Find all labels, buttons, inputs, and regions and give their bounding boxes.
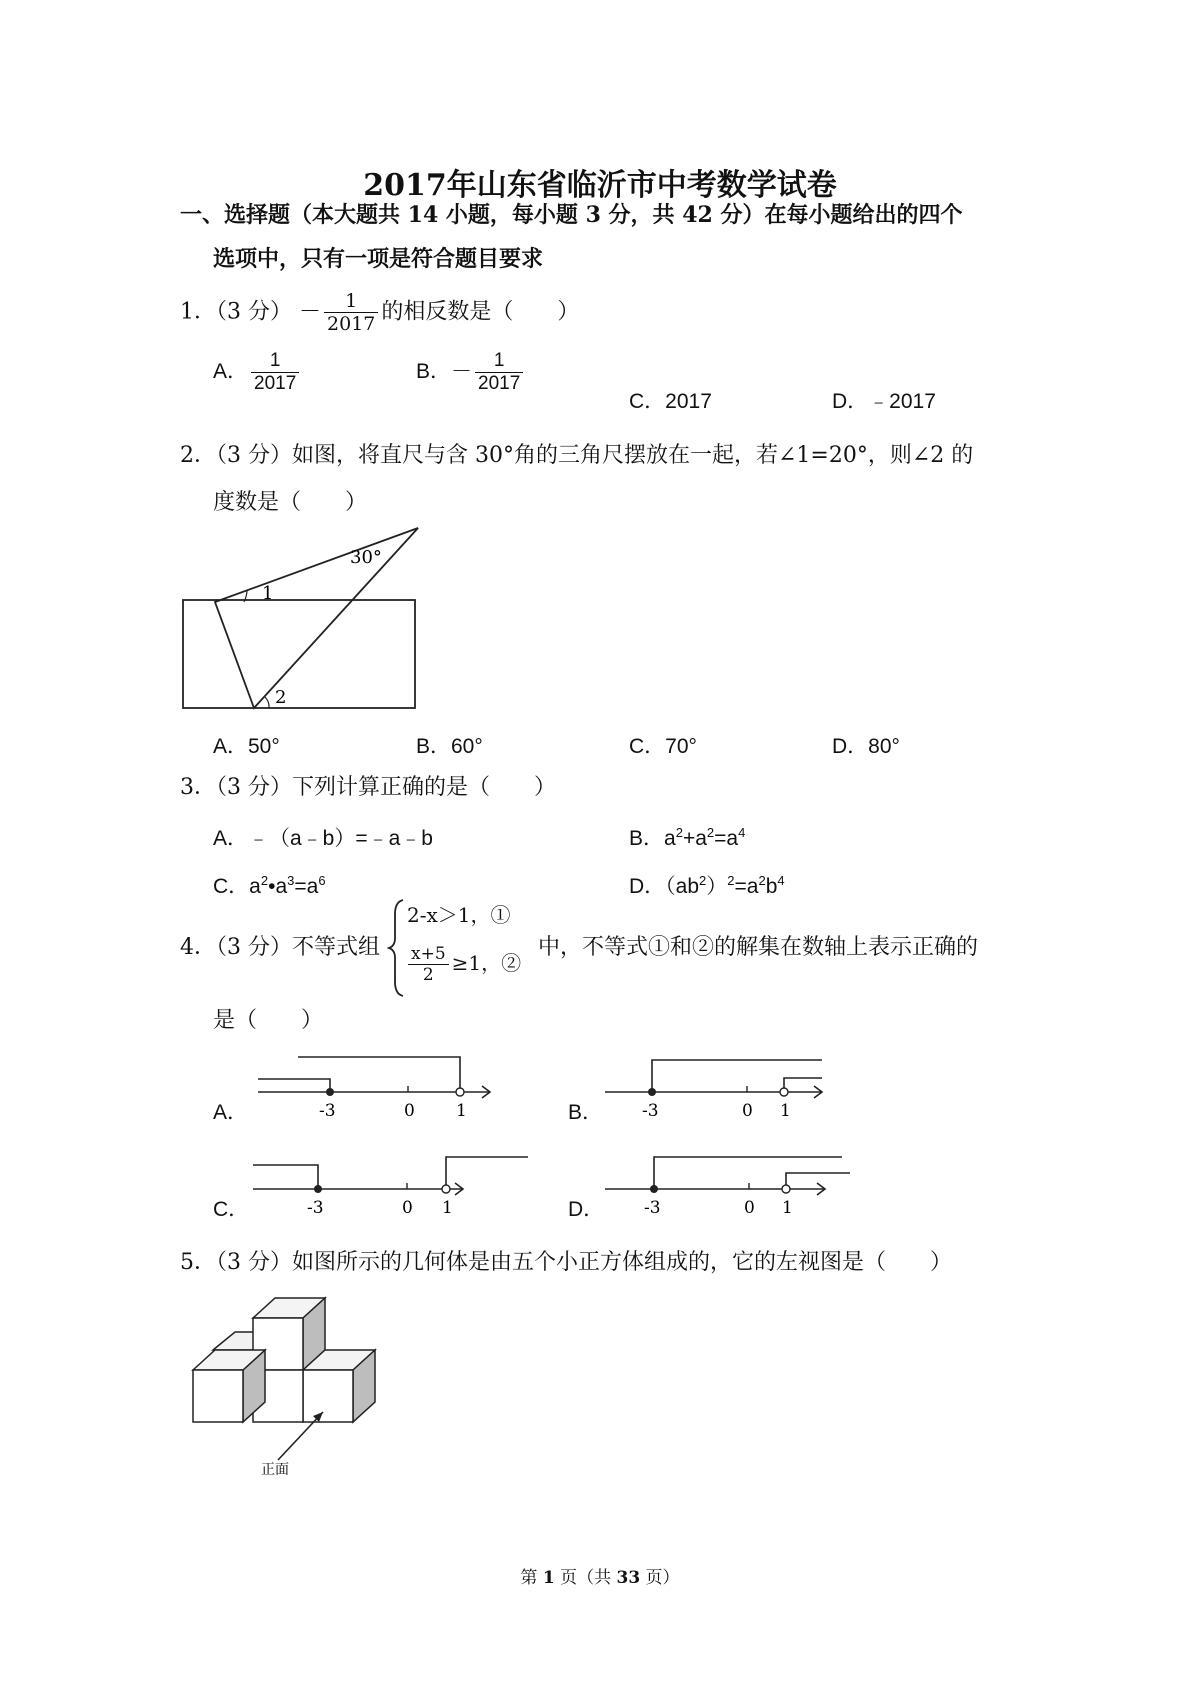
solid-point: [648, 1088, 656, 1096]
q4-option-b-numberline: [600, 1050, 860, 1120]
q2-option-b: B．60°: [416, 735, 483, 758]
tick-label: 0: [744, 1198, 755, 1217]
q4-inequality-1: 2-x＞1，①: [407, 903, 511, 927]
triangle-outline: [215, 528, 418, 708]
solid-point: [650, 1185, 658, 1193]
tick-label: 0: [742, 1101, 753, 1120]
q2-line1: 2．（3 分）如图，将直尺与含 30°角的三角尺摆放在一起，若∠1=20°，则∠2 的: [180, 443, 974, 468]
q3-line: 3．（3 分）下列计算正确的是（ ）: [180, 775, 556, 800]
q4-option-c-numberline: [248, 1147, 538, 1217]
q1-option-a: A． $\frac{1}{2017}$: [213, 350, 302, 395]
section-heading-line1: 一、选择题（本大题共 14 小题，每小题 3 分，共 42 分）在每小题给出的四个: [180, 202, 963, 228]
solid-point: [326, 1088, 334, 1096]
section-heading-line2: 选项中，只有一项是符合题目要求: [213, 246, 544, 272]
angle-1-label: 1: [262, 583, 274, 604]
q4-option-a-numberline: [248, 1050, 508, 1120]
open-point: [442, 1185, 450, 1193]
q5-cubes-figure: [175, 1288, 395, 1478]
tick-label: 0: [402, 1198, 413, 1217]
cube-front-face: [303, 1370, 353, 1422]
q1-fraction: $\frac{1}{2017}$: [324, 290, 378, 335]
q4-lead: 4．（3 分）不等式组: [180, 935, 380, 960]
q1-option-b: B．－ $\frac{1}{2017}$: [416, 350, 526, 395]
q1-neg-sign: －: [299, 299, 322, 325]
q1-option-d: D．﹣2017: [832, 390, 936, 413]
angle-2-label: 2: [275, 687, 287, 708]
q5-line: 5．（3 分）如图所示的几何体是由五个小正方体组成的，它的左视图是（ ）: [180, 1250, 952, 1275]
tick-label: -3: [307, 1198, 324, 1217]
ray-right: [446, 1157, 528, 1189]
q2-line2: 度数是（ ）: [213, 490, 368, 515]
ray-left: [253, 1165, 318, 1189]
q3-option-b: B．$a^2+a^2=a^4$: [629, 825, 746, 850]
tick-label: 0: [404, 1101, 415, 1120]
tick-label: -3: [644, 1198, 661, 1217]
q4-option-a-label: A．: [213, 1101, 249, 1124]
q3-option-a: A．﹣（a﹣b）=﹣a﹣b: [213, 827, 433, 850]
tick-label: 1: [442, 1198, 453, 1217]
ray-left: [258, 1079, 330, 1092]
q3-option-d: D．$(ab^2)^2=a^2b^4$: [629, 873, 785, 898]
solid-point: [314, 1185, 322, 1193]
q4-option-c-label: C．: [213, 1198, 250, 1221]
open-point: [456, 1088, 464, 1096]
q4-option-d-label: D．: [568, 1198, 605, 1221]
front-label: 正面: [261, 1462, 289, 1478]
q4-inequality-2: $\frac{x+5}{2}$ ≥1，②: [405, 944, 521, 985]
tick-label: 1: [456, 1101, 467, 1120]
q3-option-c: C．$a^2•a^3=a^6$: [213, 873, 326, 898]
page-footer: 第 1 页（共 33 页）: [520, 1568, 680, 1588]
question-1: [180, 290, 579, 335]
bracket-middle: [298, 1057, 460, 1092]
q4-option-d-numberline: [600, 1147, 860, 1217]
open-point: [780, 1088, 788, 1096]
ruler-rectangle: [183, 600, 415, 708]
q2-option-c: C．70°: [629, 735, 697, 758]
q4-brace: [387, 898, 407, 998]
tick-label: -3: [319, 1101, 336, 1120]
ray-upper: [652, 1060, 822, 1092]
tick-label: 1: [782, 1198, 793, 1217]
q4-tail: 中，不等式①和②的解集在数轴上表示正确的: [538, 935, 979, 960]
q2-option-d: D．80°: [832, 735, 900, 758]
angle-30-label: 30°: [350, 547, 382, 568]
q4-option-b-label: B．: [568, 1101, 604, 1124]
q2-ruler-triangle-figure: [175, 525, 435, 715]
q1-option-c: C．2017: [629, 390, 712, 413]
q2-option-a: A．50°: [213, 735, 280, 758]
q1-number: 1．（3 分）: [180, 299, 292, 325]
open-point: [782, 1185, 790, 1193]
tick-label: 1: [780, 1101, 791, 1120]
cube-front-face: [193, 1370, 243, 1422]
ray-lower: [786, 1173, 850, 1189]
ray-lower: [784, 1078, 822, 1092]
q1-text: 的相反数是（ ）: [381, 299, 580, 325]
tick-label: -3: [642, 1101, 659, 1120]
angle2-arc: [265, 697, 269, 708]
page-title: 2017年山东省临沂市中考数学试卷: [363, 168, 837, 203]
q4-line2: 是（ ）: [213, 1008, 324, 1033]
